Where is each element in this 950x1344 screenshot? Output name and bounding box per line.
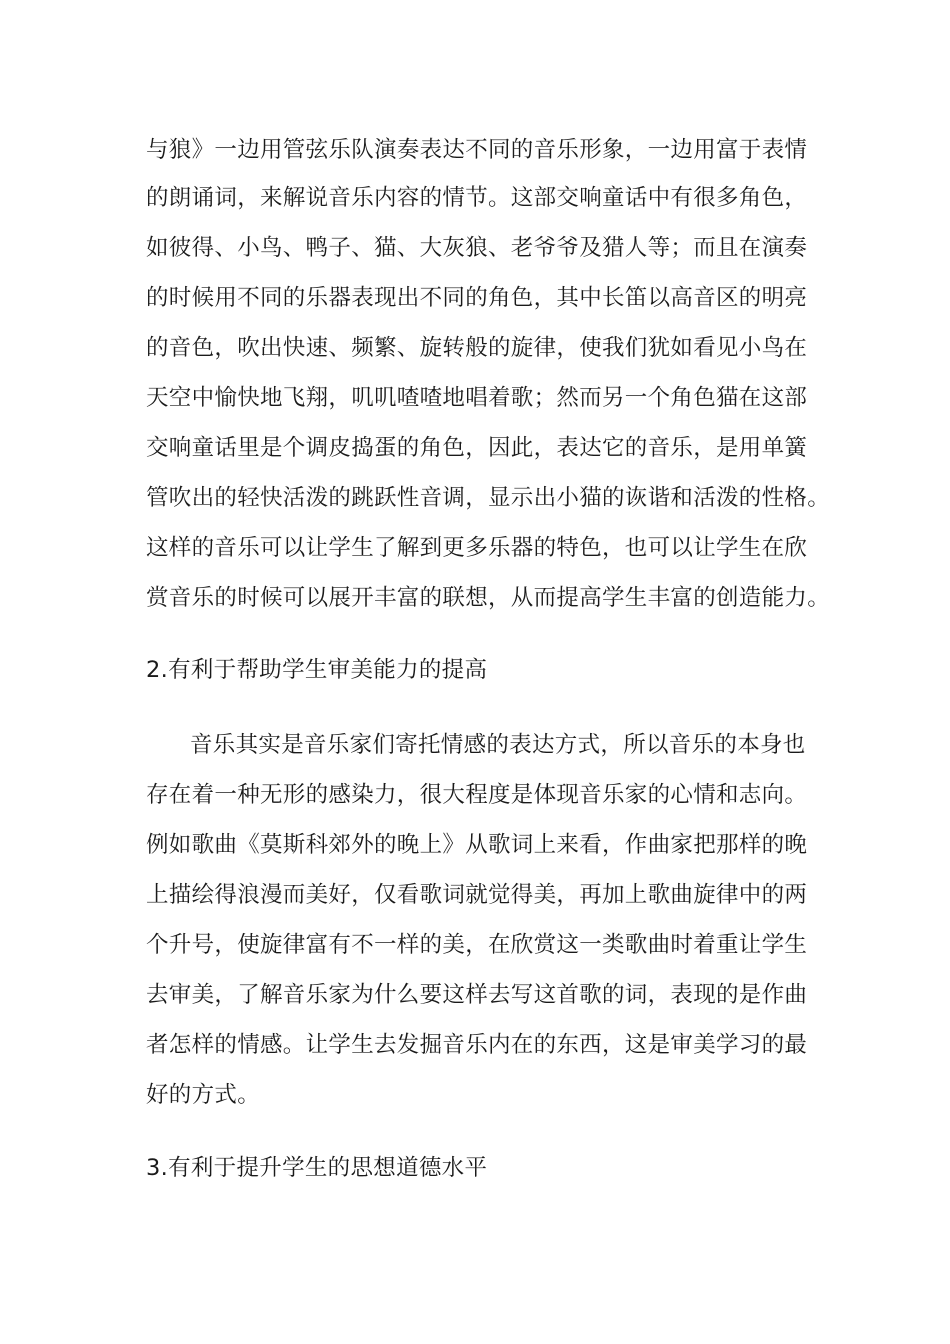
paragraph-2-line-4: 上描绘得浪漫而美好，仅看歌词就觉得美，再加上歌曲旋律中的两 — [146, 882, 808, 908]
paragraph-1-line-1: 与狼》一边用管弦乐队演奏表达不同的音乐形象，一边用富于表情 — [146, 137, 808, 163]
paragraph-1-line-9: 这样的音乐可以让学生了解到更多乐器的特色，也可以让学生在欣 — [146, 535, 808, 561]
paragraph-2-line-7: 者怎样的情感。让学生去发掘音乐内在的东西，这是审美学习的最 — [146, 1032, 808, 1058]
section-heading-3: 3.有利于提升学生的思想道德水平 — [146, 1155, 488, 1181]
paragraph-2-line-8: 好的方式。 — [146, 1082, 261, 1108]
paragraph-1-line-5: 的音色，吹出快速、频繁、旋转般的旋律，使我们犹如看见小鸟在 — [146, 335, 808, 361]
paragraph-1-line-8: 管吹出的轻快活泼的跳跃性音调，显示出小猫的诙谐和活泼的性格。 — [146, 485, 831, 511]
paragraph-1-line-2: 的朗诵词，来解说音乐内容的情节。这部交响童话中有很多角色， — [146, 185, 808, 211]
paragraph-2-line-3: 例如歌曲《莫斯科郊外的晚上》从歌词上来看，作曲家把那样的晚 — [146, 832, 808, 858]
paragraph-1-line-4: 的时候用不同的乐器表现出不同的角色，其中长笛以高音区的明亮 — [146, 285, 808, 311]
paragraph-1-line-6: 天空中愉快地飞翔，叽叽喳喳地唱着歌；然而另一个角色猫在这部 — [146, 385, 808, 411]
paragraph-2-line-2: 存在着一种无形的感染力，很大程度是体现音乐家的心情和志向。 — [146, 782, 808, 808]
paragraph-2-line-1: 音乐其实是音乐家们寄托情感的表达方式，所以音乐的本身也 — [190, 732, 806, 758]
section-heading-2: 2.有利于帮助学生审美能力的提高 — [146, 657, 488, 683]
paragraph-1-line-10: 赏音乐的时候可以展开丰富的联想，从而提高学生丰富的创造能力。 — [146, 585, 831, 611]
paragraph-1-line-7: 交响童话里是个调皮捣蛋的角色，因此，表达它的音乐，是用单簧 — [146, 435, 808, 461]
paragraph-2-line-5: 个升号，使旋律富有不一样的美，在欣赏这一类歌曲时着重让学生 — [146, 932, 808, 958]
paragraph-1-line-3: 如彼得、小鸟、鸭子、猫、大灰狼、老爷爷及猎人等；而且在演奏 — [146, 235, 808, 261]
paragraph-2-line-6: 去审美，了解音乐家为什么要这样去写这首歌的词，表现的是作曲 — [146, 982, 808, 1008]
